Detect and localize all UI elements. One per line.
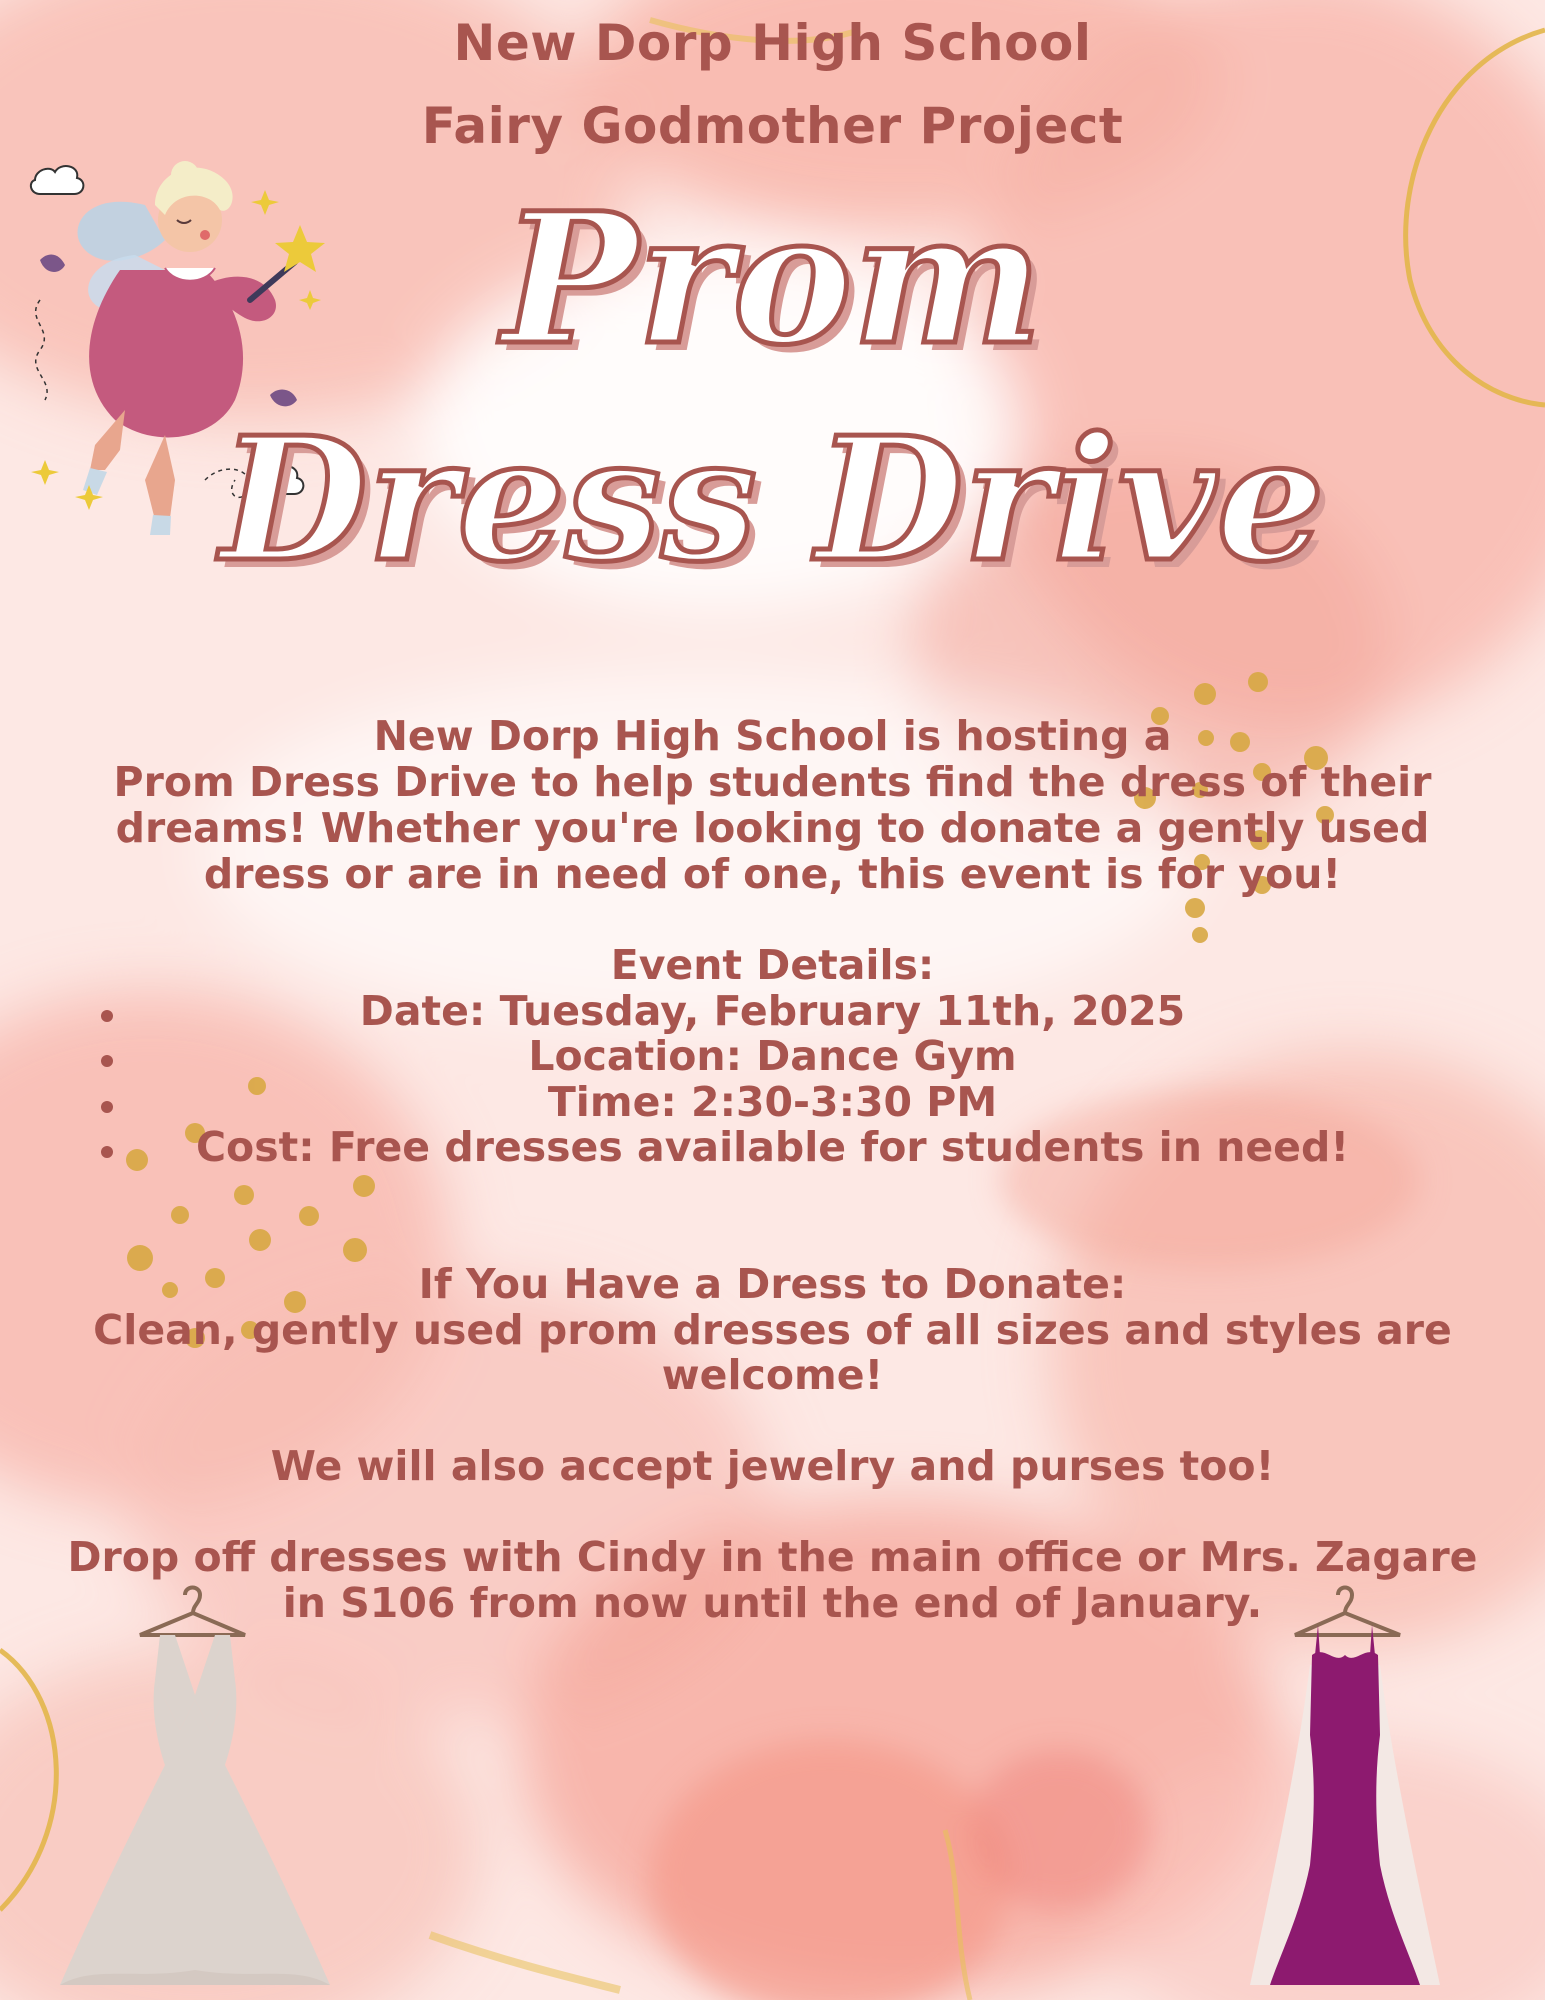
donate-line-2: welcome! <box>661 1351 884 1399</box>
white-gown-icon <box>55 1585 335 1995</box>
bullet-time <box>101 1101 113 1113</box>
event-time: Time: 2:30-3:30 PM <box>547 1078 998 1126</box>
bullet-location <box>101 1055 113 1067</box>
dropoff-line-2: in S106 from now until the end of January. <box>282 1579 1263 1627</box>
purple-gown-icon <box>1240 1585 1450 1995</box>
bullet-cost <box>101 1146 113 1158</box>
intro-line-4: dress or are in need of one, this event is for you! <box>203 850 1342 898</box>
school-name: New Dorp High School <box>453 14 1092 72</box>
intro-line-2: Prom Dress Drive to help students find the dress of their <box>113 758 1432 806</box>
title-line-prom: Prom <box>502 174 1043 385</box>
donate-line-1: Clean, gently used prom dresses of all sizes and styles are <box>93 1306 1452 1354</box>
donate-heading: If You Have a Dress to Donate: <box>418 1260 1127 1308</box>
event-cost: Cost: Free dresses available for students in need! <box>195 1123 1350 1171</box>
intro-line-1: New Dorp High School is hosting a <box>373 712 1172 760</box>
accessories-note: We will also accept jewelry and purses too! <box>270 1442 1275 1490</box>
bullet-date <box>101 1010 113 1022</box>
dropoff-line-1: Drop off dresses with Cindy in the main office or Mrs. Zagare <box>67 1533 1478 1581</box>
title-line-dress-drive: Dress Drive <box>220 400 1325 600</box>
event-details-heading: Event Details: <box>610 941 935 989</box>
event-date: Date: Tuesday, February 11th, 2025 <box>359 987 1186 1035</box>
intro-line-3: dreams! Whether you're looking to donate a gently used <box>115 804 1430 852</box>
event-location: Location: Dance Gym <box>528 1032 1017 1080</box>
project-name: Fairy Godmother Project <box>421 97 1124 155</box>
